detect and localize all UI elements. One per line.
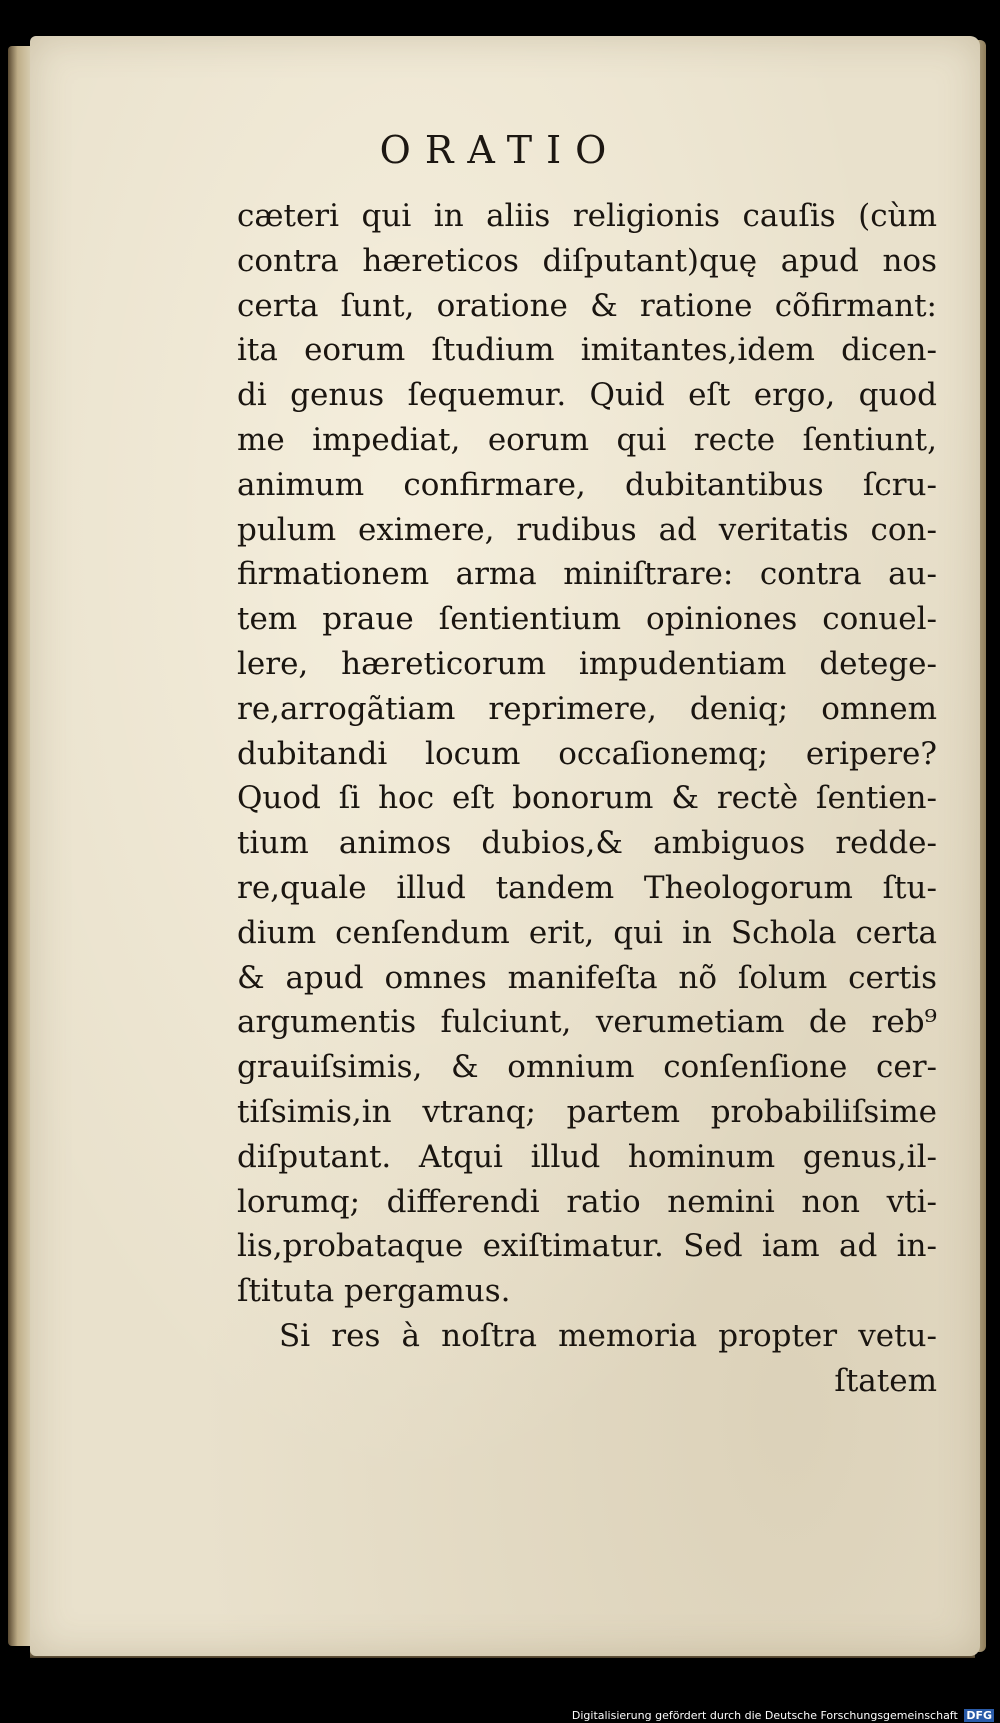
- running-head: ORATIO: [379, 128, 621, 172]
- text-line: lorumq; differendi ratio nemini non vti-: [237, 1183, 937, 1220]
- text-line: Si res à noſtra memoria propter vetu-: [279, 1317, 937, 1354]
- text-line: grauiſsimis, & omnium conſenſione cer-: [237, 1049, 937, 1086]
- text-line: lere, hæreticorum impudentiam detege-: [237, 645, 937, 682]
- text-line: di genus ſequemur. Quid eſt ergo, quod: [237, 377, 937, 414]
- text-line: certa ſunt, oratione & ratione cõfirmant:: [237, 287, 937, 324]
- text-line: tiſsimis,in vtranq; partem probabiliſsime: [237, 1093, 937, 1130]
- text-line: tium animos dubios,& ambiguos redde-: [237, 825, 937, 862]
- text-line: cæteri qui in aliis religionis cauſis (cùm: [237, 198, 937, 234]
- text-line: ſtituta pergamus.: [237, 1273, 511, 1310]
- text-line: re,arrogãtiam reprimere, deniq; omnem: [237, 690, 937, 727]
- catchword: ſtatem: [834, 1362, 937, 1399]
- text-line: lis,probataque exiſtimatur. Sed iam ad in-: [237, 1228, 937, 1265]
- text-line: ita eorum ſtudium imitantes,idem dicen-: [237, 332, 937, 369]
- body-text: [237, 194, 937, 1404]
- funding-credit: Digitalisierung gefördert durch die Deutsche Forschungsgemeinschaft: [571, 1709, 958, 1722]
- text-line: dubitandi locum occaſionemq; eripere?: [237, 735, 937, 772]
- text-line: animum confirmare, dubitantibus ſcru-: [237, 466, 937, 503]
- text-line: argumentis fulciunt, verumetiam de reb⁹: [237, 1004, 937, 1041]
- text-line: diſputant. Atqui illud hominum genus,il-: [237, 1138, 937, 1175]
- text-line: firmationem arma miniſtrare: contra au-: [237, 556, 937, 593]
- footer-credit: [572, 1709, 994, 1722]
- text-line: Quod ſi hoc eſt bonorum & rectè ſentien-: [237, 780, 937, 817]
- text-line: pulum eximere, rudibus ad veritatis con-: [237, 511, 937, 548]
- text-line: dium cenſendum erit, qui in Schola certa: [237, 914, 937, 951]
- book-edge-left: [8, 46, 32, 1646]
- text-line: re,quale illud tandem Theologorum ſtu-: [237, 869, 937, 906]
- text-line: & apud omnes manifeſta nõ ſolum certis: [237, 959, 937, 996]
- dfg-logo: DFG: [966, 1709, 992, 1722]
- text-line: tem praue ſentientium opiniones conuel-: [237, 601, 937, 638]
- text-line: contra hæreticos diſputant)quę apud nos: [237, 242, 937, 279]
- text-line: me impediat, eorum qui recte ſentiunt,: [237, 421, 937, 458]
